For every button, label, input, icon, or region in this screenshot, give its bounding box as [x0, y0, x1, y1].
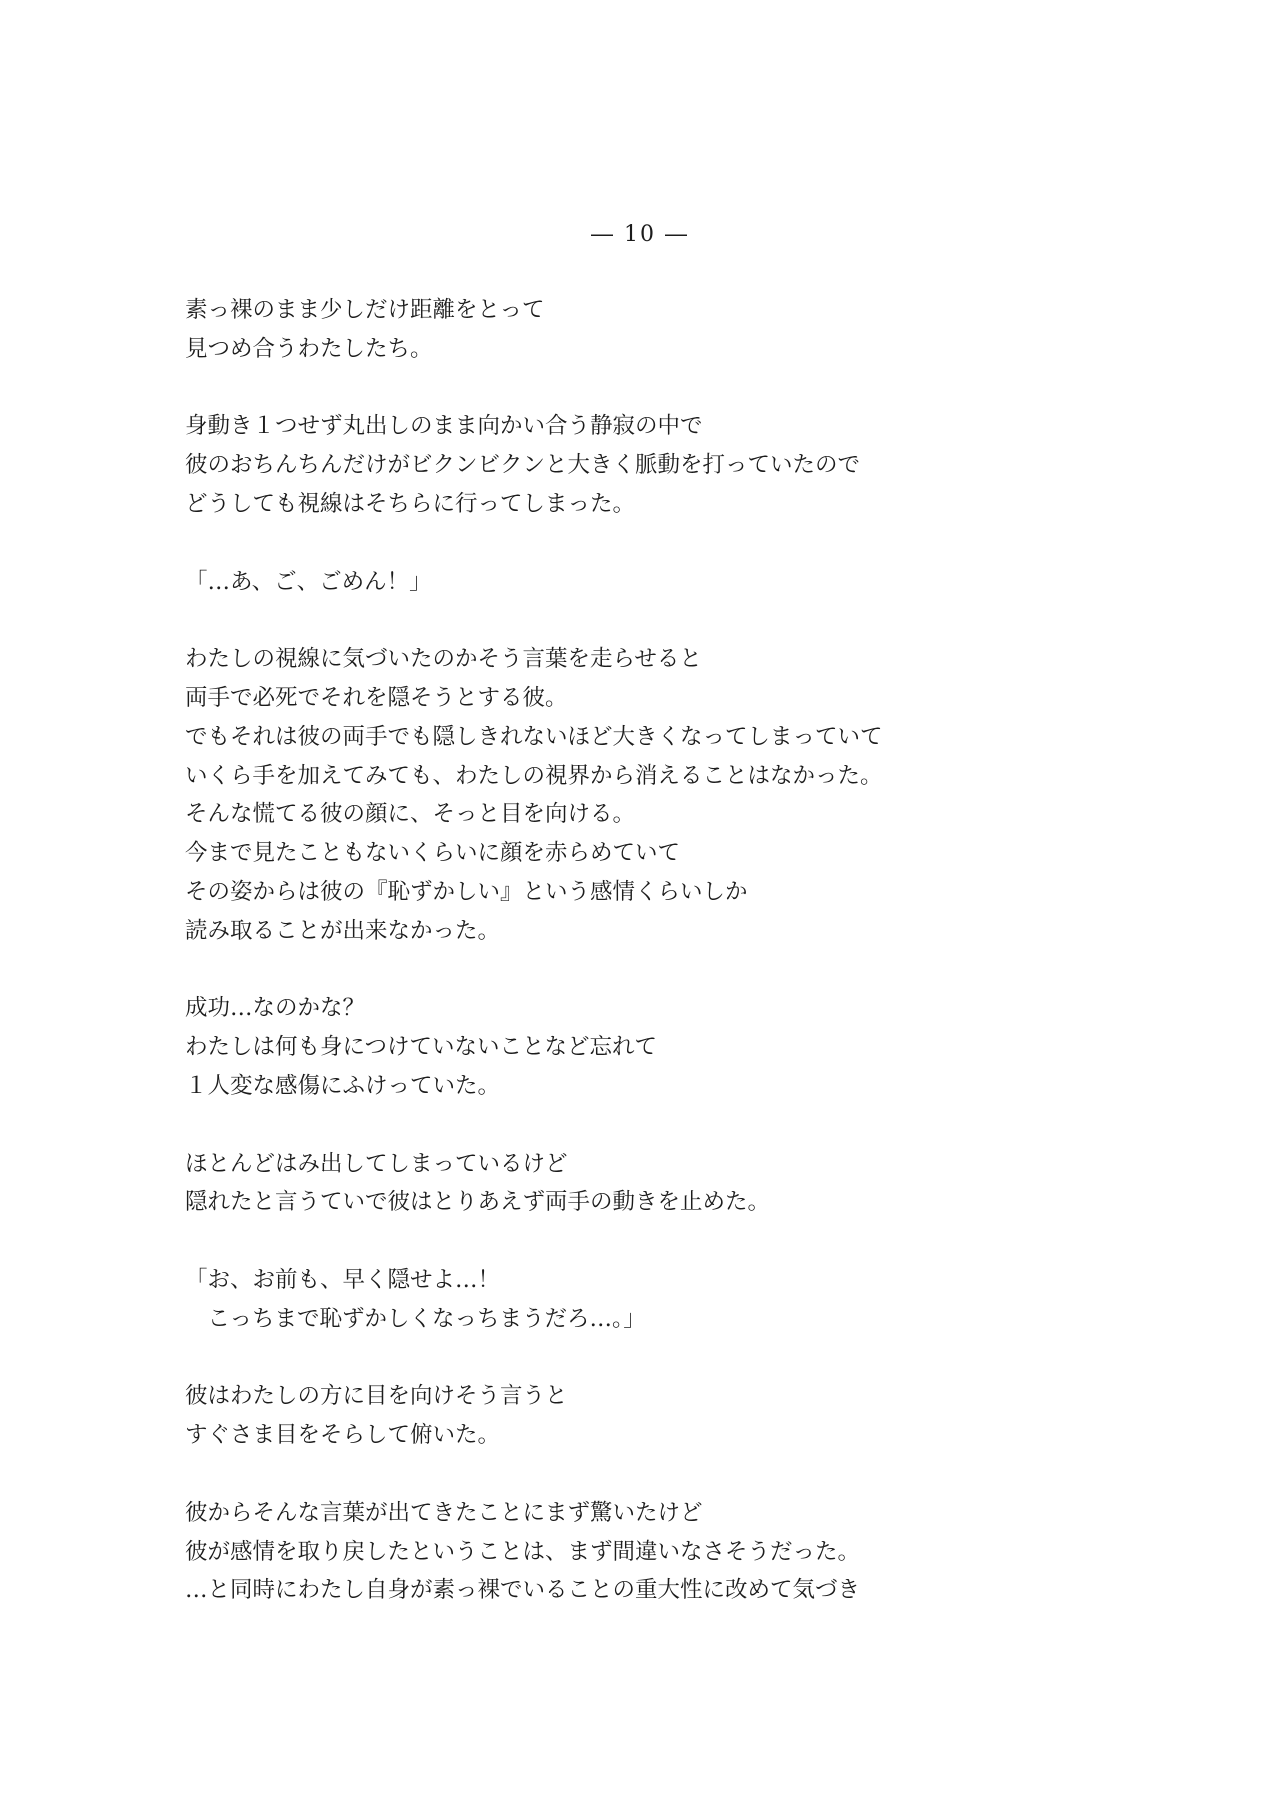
text-line: 彼が感情を取り戻したということは、まず間違いなさそうだった。 — [185, 1538, 861, 1565]
novel-text — [185, 291, 1185, 1649]
paragraph — [185, 1145, 1185, 1223]
text-line: すぐさま目をそらして俯いた。 — [185, 1422, 501, 1449]
text-line: 両手で必死でそれを隠そうとする彼。 — [185, 684, 568, 711]
text-line: わたしの視線に気づいたのかそう言葉を走らせると — [185, 646, 702, 673]
text-line: そんな慌てる彼の顔に、そっと目を向ける。 — [185, 801, 636, 828]
paragraph — [185, 989, 1185, 1105]
text-line: 彼からそんな言葉が出てきたことにまず驚いたけど — [185, 1499, 703, 1526]
text-line: １人変な感傷にふけっていた。 — [185, 1072, 501, 1099]
text-line: 成功…なのかな？ — [185, 995, 366, 1022]
text-line: 彼はわたしの方に目を向けそう言うと — [185, 1383, 568, 1410]
text-line: どうしても視線はそちらに行ってしまった。 — [185, 490, 636, 517]
text-line: 素っ裸のまま少しだけ距離をとって — [185, 297, 545, 323]
text-line: 読み取ることが出来なかった。 — [185, 917, 501, 944]
paragraph — [185, 1377, 1185, 1455]
paragraph — [185, 640, 1185, 950]
text-line: 今まで見たこともないくらいに顔を赤らめていて — [185, 840, 681, 867]
text-line: ほとんどはみ出してしまっているけど — [185, 1150, 568, 1177]
text-line: いくら手を加えてみても、わたしの視界から消えることはなかった。 — [185, 762, 883, 789]
text-line: 隠れたと言うていで彼はとりあえず両手の動きを止めた。 — [185, 1189, 771, 1216]
text-line: 彼のおちんちんだけがビクンビクンと大きく脈動を打っていたので — [185, 452, 861, 479]
text-line: こっちまで恥ずかしくなっちまうだろ…。」 — [185, 1305, 646, 1332]
text-line: …と同時にわたし自身が素っ裸でいることの重大性に改めて気づき — [185, 1577, 861, 1604]
text-line: 「お、お前も、早く隠せよ…！ — [185, 1266, 501, 1293]
paragraph — [185, 407, 1185, 523]
text-line: でもそれは彼の両手でも隠しきれないほど大きくなってしまっていて — [185, 723, 883, 750]
text-line: 身動き１つせず丸出しのまま向かい合う静寂の中で — [185, 413, 703, 440]
text-line: 「…あ、ご、ごめん！」 — [185, 568, 432, 595]
dialogue-paragraph — [185, 1261, 1185, 1339]
text-line: わたしは何も身につけていないことなど忘れて — [185, 1034, 658, 1061]
paragraph — [185, 1494, 1185, 1610]
paragraph — [185, 291, 1185, 369]
page-number: ― 10 ― — [591, 222, 689, 247]
text-line: 見つめ合うわたしたち。 — [185, 335, 433, 362]
dialogue-paragraph — [185, 563, 1185, 602]
text-line: その姿からは彼の『恥ずかしい』という感情くらいしか — [185, 878, 748, 905]
